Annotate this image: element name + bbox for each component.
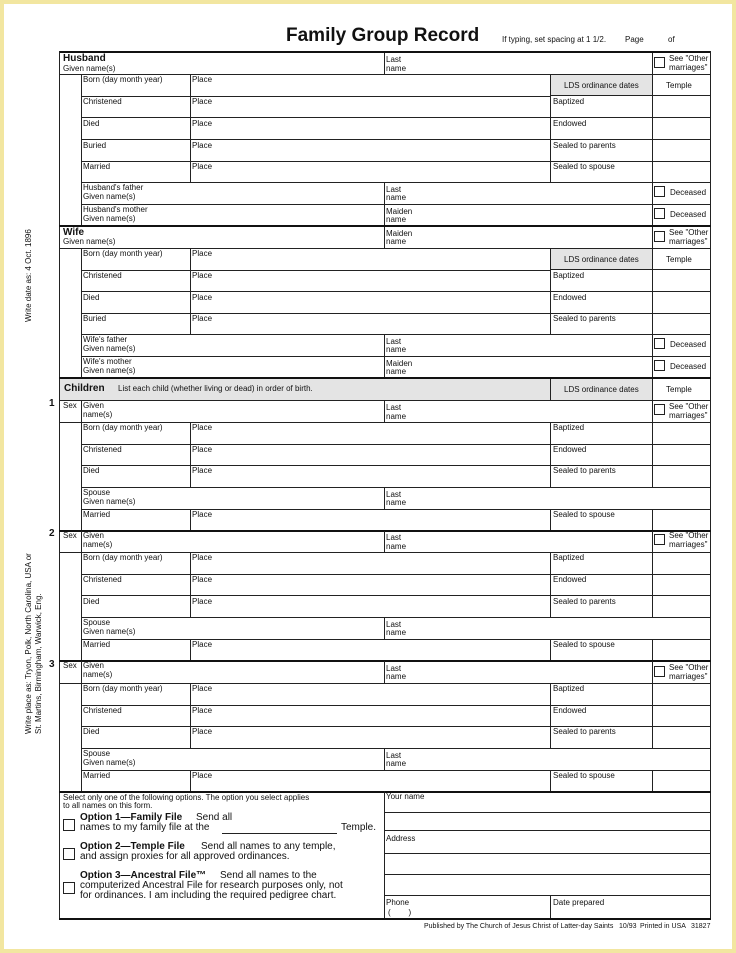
option-3-checkbox[interactable] bbox=[63, 882, 75, 894]
of-label: of bbox=[668, 35, 675, 44]
typing-note: If typing, set spacing at 1 1/2. bbox=[502, 35, 607, 44]
child-3-other-marriages-checkbox[interactable] bbox=[654, 666, 665, 677]
wife-buried-label: Buried bbox=[83, 314, 107, 323]
date-prepared-label: Date prepared bbox=[553, 898, 605, 907]
child-2-number: 2 bbox=[49, 528, 55, 539]
husband-married-label: Married bbox=[83, 162, 111, 171]
husband-buried-label: Buried bbox=[83, 141, 107, 150]
husbands-mother-label: Husband's mother bbox=[83, 205, 148, 214]
husbands-father-label: Husband's father bbox=[83, 183, 144, 192]
wife-other-marriages-checkbox[interactable] bbox=[654, 231, 665, 242]
wife-label: Wife bbox=[63, 227, 85, 238]
footer-code-1: 10/93 bbox=[619, 923, 637, 930]
footer-printed: Printed in USA bbox=[640, 923, 686, 930]
child-2-other-marriages-checkbox[interactable] bbox=[654, 534, 665, 545]
footer-code-2: 31827 bbox=[691, 923, 711, 930]
husband-last-label: Last bbox=[386, 55, 402, 64]
wifes-father-label: Wife's father bbox=[83, 335, 128, 344]
child-1-born-label: Born (day month year) bbox=[83, 423, 163, 432]
wife-christened-label: Christened bbox=[83, 271, 122, 280]
page-label: Page bbox=[625, 35, 644, 44]
husband-other-marriages-checkbox[interactable] bbox=[654, 57, 665, 68]
phone-parens: ( ) bbox=[388, 908, 412, 917]
option-2-checkbox[interactable] bbox=[63, 848, 75, 860]
wife-died-label: Died bbox=[83, 293, 100, 302]
options-intro-1: Select only one of the following options. The option you select applies bbox=[63, 793, 310, 802]
wifes-mother-label: Wife's mother bbox=[83, 357, 132, 366]
wife-given-label: Given name(s) bbox=[63, 237, 116, 246]
husband-christened-label: Christened bbox=[83, 97, 122, 106]
phone-label: Phone bbox=[386, 898, 410, 907]
date-format-note: Write date as: 4 Oct. 1896 bbox=[24, 229, 33, 322]
husband-lds-dates-header: LDS ordinance dates bbox=[564, 81, 639, 90]
husband-temple-header: Temple bbox=[666, 81, 692, 90]
husbands-mother-deceased-checkbox[interactable] bbox=[654, 208, 665, 219]
your-name-label: Your name bbox=[386, 792, 425, 801]
address-label: Address bbox=[386, 834, 416, 843]
wife-lds-dates-header: LDS ordinance dates bbox=[564, 255, 639, 264]
husband-label: Husband bbox=[63, 53, 106, 64]
option-2-title: Option 2—Temple File bbox=[80, 841, 185, 852]
place-format-note-1: Write place as: Tryon, Polk, North Carolina, USA or bbox=[24, 553, 33, 734]
wife-born-label: Born (day month year) bbox=[83, 249, 163, 258]
child-1-other-marriages-checkbox[interactable] bbox=[654, 404, 665, 415]
form-left-border bbox=[59, 51, 60, 919]
option-1-title: Option 1—Family File bbox=[80, 812, 183, 823]
option-1-temple-line[interactable] bbox=[222, 833, 337, 834]
husbands-father-deceased-checkbox[interactable] bbox=[654, 186, 665, 197]
wifes-mother-deceased-checkbox[interactable] bbox=[654, 360, 665, 371]
child-1-number: 1 bbox=[49, 398, 55, 409]
page-title: Family Group Record bbox=[286, 25, 480, 46]
husband-given-label: Given name(s) bbox=[63, 64, 116, 73]
form-page: Family Group Record If typing, set spacing at 1 1/2. Page of Write date as: 4 Oct. 1896 Write place as: Tryon, Polk, North Carolina, USA or St. Martins, Birmingham, Warwick, Eng. Husband Given name(s) Last name See "Other marriages" LDS ordinance dates Temple Born (day month year) Place Christened Place Baptized Died Place Endowed Buried Place Sealed to parents Married Place Sealed to spouse Husband's father Given name(s) Last name Deceased Husband's mother Given name(s) Maiden name Deceased Wife Given name(s) Maiden name See "Other marriages" LDS ordinance dates Temple Born (day month year) Place Christened Place Baptized Died Place Endowed Buried Place Sealed to parents Wife's father Given name(s) Last name Deceased Wife's mother Given name(s) Maiden name Deceased Children List each child (whether living or dead) in order of birth. LDS ordinance dates Temple 1 Sex Given name(s) Last name See "Other marriages" Born (day month year) Place Baptized Christened Place Endowed Died Place Sealed to parents Spouse Given name(s) Last name Married Place Sealed to spouse 2 Sex Given name(s) Last name See "Other marriages" Born (day month year) Place Baptized Christened Place Endowed Died Place Sealed to parents Spouse Given name(s) Last name Married Place Sealed to spouse 3 Sex Given name(s) Last name See "Other marriages" Born (day month year) Place Baptized Christened Place Endowed Died Place Sealed to parents Spouse Given name(s) Last name Married Place Sealed to spouse Select only one of the following options. The option you select applies to all names on this form. Option 1—Family File Send all names to my family file at the Temple. Option 2—Temple File Send all names to any temple, and assign proxies for all approved ordinances. Option 3—Ancestral File™ Send all names to the computerized Ancestral File for research purposes only, not for ordinances. I am including the required pedigree chart. Your name Address Phone ( ) Date prepared Published by The Church of Jesus Christ of Latter-day Saints 10/93 Printed in USA 31827 bbox=[4, 4, 732, 949]
wife-temple-header: Temple bbox=[666, 255, 692, 264]
options-intro-2: to all names on this form. bbox=[63, 801, 153, 810]
wife-maiden-label: Maiden bbox=[386, 229, 413, 238]
option-1-checkbox[interactable] bbox=[63, 819, 75, 831]
husband-died-label: Died bbox=[83, 119, 100, 128]
child-3-number: 3 bbox=[49, 659, 55, 670]
husband-born-label: Born (day month year) bbox=[83, 75, 163, 84]
child-2-born-label: Born (day month year) bbox=[83, 553, 163, 562]
form-bottom-rule bbox=[59, 918, 711, 920]
wifes-father-deceased-checkbox[interactable] bbox=[654, 338, 665, 349]
option-3-title: Option 3—Ancestral File™ bbox=[80, 870, 207, 881]
place-format-note-2: St. Martins, Birmingham, Warwick, Eng. bbox=[34, 593, 43, 734]
child-3-born-label: Born (day month year) bbox=[83, 684, 163, 693]
children-label: Children bbox=[64, 383, 105, 394]
children-note: List each child (whether living or dead) in order of birth. bbox=[118, 384, 313, 393]
form-top-rule bbox=[59, 51, 711, 53]
footer-published-by: Published by The Church of Jesus Christ of Latter-day Saints bbox=[424, 923, 614, 930]
